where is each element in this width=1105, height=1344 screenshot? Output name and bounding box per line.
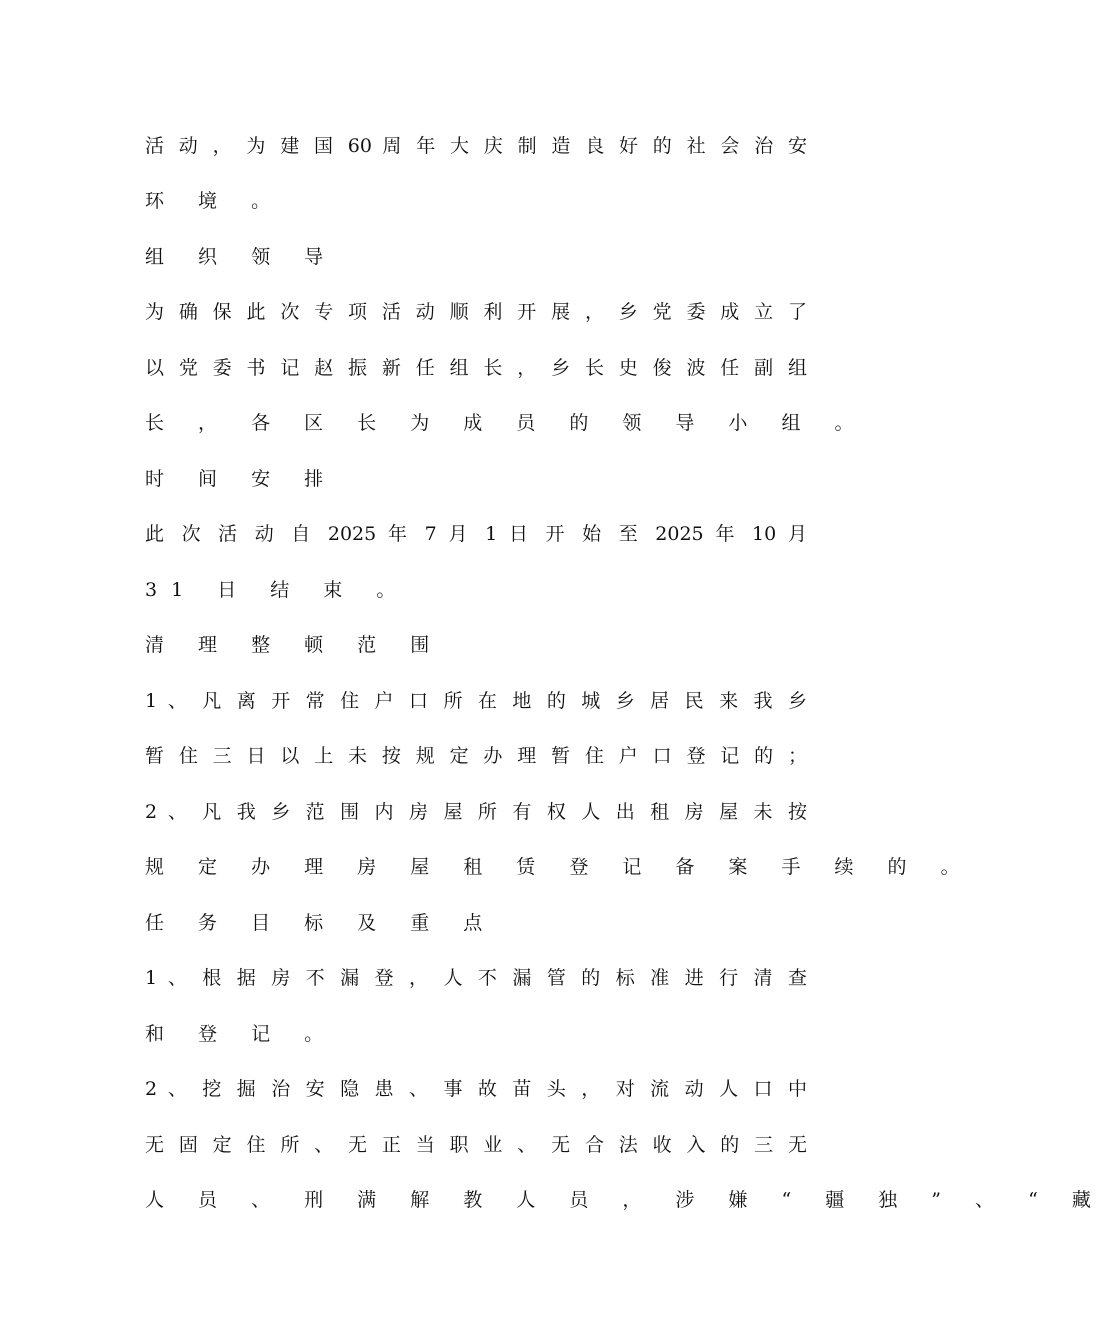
text-line-5: 以 党 委 书 记 赵 振 新 任 组 长 ， 乡 长 史 俊 波 任 副 组 xyxy=(145,357,807,379)
text-line-18: 2 、 挖 掘 治 安 隐 患 、 事 故 苗 头 ， 对 流 动 人 口 中 xyxy=(145,1078,807,1100)
text-line-8: 此 次 活 动 自 2025 年 7 月 1 日 开 始 至 2025 年 10 月 xyxy=(145,523,807,545)
section-heading-tasks: 任 务 目 标 及 重 点 xyxy=(145,912,497,934)
text-line-2: 环 境 。 xyxy=(145,190,285,212)
text-line-12: 暂 住 三 日 以 上 未 按 规 定 办 理 暂 住 户 口 登 记 的 ； xyxy=(145,745,807,767)
text-line-4: 为 确 保 此 次 专 项 活 动 顺 利 开 展 ， 乡 党 委 成 立 了 xyxy=(145,301,807,323)
section-heading-schedule: 时 间 安 排 xyxy=(145,468,338,490)
text-line-9: 31 日 结 束 。 xyxy=(145,579,410,601)
text-line-1: 活 动 ， 为 建 国 60 周 年 大 庆 制 造 良 好 的 社 会 治 安 xyxy=(145,135,807,157)
section-heading-organization: 组 织 领 导 xyxy=(145,246,338,268)
text-line-11: 1 、 凡 离 开 常 住 户 口 所 在 地 的 城 乡 居 民 来 我 乡 xyxy=(145,690,807,712)
text-line-16: 1 、 根 据 房 不 漏 登 ， 人 不 漏 管 的 标 准 进 行 清 查 xyxy=(145,967,807,989)
text-line-19: 无 固 定 住 所 、 无 正 当 职 业 、 无 合 法 收 入 的 三 无 xyxy=(145,1134,807,1156)
text-line-13: 2 、 凡 我 乡 范 围 内 房 屋 所 有 权 人 出 租 房 屋 未 按 xyxy=(145,801,807,823)
text-line-17: 和 登 记 。 xyxy=(145,1023,338,1045)
text-line-6: 长 ， 各 区 长 为 成 员 的 领 导 小 组 。 xyxy=(145,412,868,434)
section-heading-scope: 清 理 整 顿 范 围 xyxy=(145,634,444,656)
text-line-14: 规 定 办 理 房 屋 租 赁 登 记 备 案 手 续 的 。 xyxy=(145,856,974,878)
text-line-20: 人 员 、 刑 满 解 教 人 员 ， 涉 嫌 “ 疆 独 ” 、 “ 藏 xyxy=(145,1189,1105,1211)
